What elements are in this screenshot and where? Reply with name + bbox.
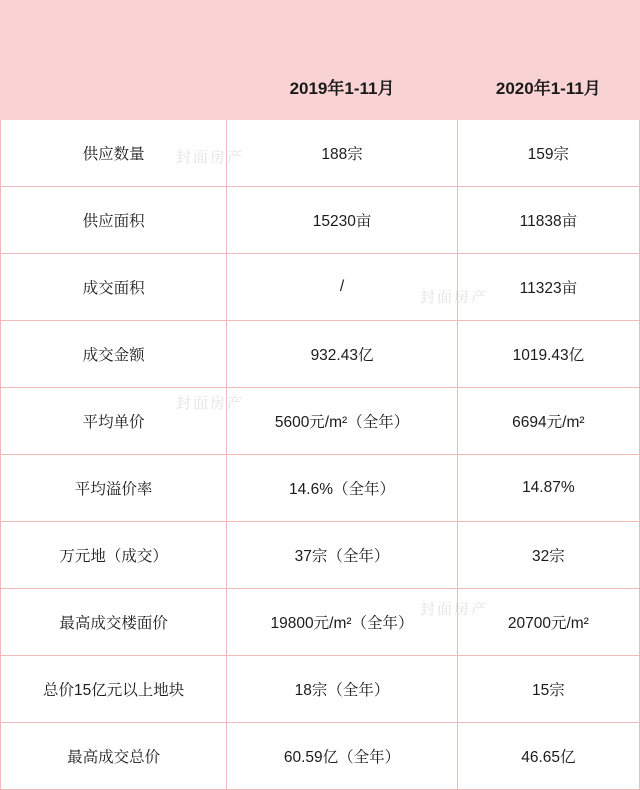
header-cell-2020: 2020年1-11月 xyxy=(457,1,639,120)
row-value-2019: 19800元/m²（全年） xyxy=(227,589,457,656)
row-value-2019: 37宗（全年） xyxy=(227,522,457,589)
row-value-2019: 60.59亿（全年） xyxy=(227,723,457,790)
watermark: 封面房产 xyxy=(176,149,245,166)
row-value-2020: 20700元/m² xyxy=(457,589,639,656)
row-label: 成交金额 xyxy=(1,321,227,388)
row-value-2020: 11323亩 xyxy=(457,254,639,321)
row-label: 万元地（成交） xyxy=(1,522,227,589)
table-row xyxy=(1,589,640,656)
table-row xyxy=(1,254,640,321)
row-value-2019: 18宗（全年） xyxy=(227,656,457,723)
row-value-2020: 11838亩 xyxy=(457,187,639,254)
table-row xyxy=(1,321,640,388)
row-value-2019: 5600元/m²（全年） xyxy=(227,388,457,455)
watermark: 封面房产 xyxy=(176,395,245,412)
row-label: 供应面积 xyxy=(1,187,227,254)
row-value-2020: 6694元/m² xyxy=(457,388,639,455)
row-value-2020: 14.87% xyxy=(457,455,639,522)
table-row xyxy=(1,388,640,455)
row-label: 最高成交总价 xyxy=(1,723,227,790)
table-row xyxy=(1,455,640,522)
table-row xyxy=(1,120,640,187)
row-value-2020: 159宗 xyxy=(457,120,639,187)
header-cell-2019: 2019年1-11月 xyxy=(227,1,457,120)
row-value-2020: 1019.43亿 xyxy=(457,321,639,388)
row-label: 平均单价 xyxy=(1,388,227,455)
row-label: 总价15亿元以上地块 xyxy=(1,656,227,723)
table-row xyxy=(1,723,640,790)
header-cell-corner xyxy=(1,1,227,120)
table-row xyxy=(1,187,640,254)
row-label: 平均溢价率 xyxy=(1,455,227,522)
row-value-2019: / xyxy=(227,254,457,321)
row-label: 最高成交楼面价 xyxy=(1,589,227,656)
row-value-2020: 15宗 xyxy=(457,656,639,723)
row-label: 成交面积 xyxy=(1,254,227,321)
table-row xyxy=(1,656,640,723)
table-row xyxy=(1,522,640,589)
watermark: 封面房产 xyxy=(420,601,489,618)
row-value-2019: 932.43亿 xyxy=(227,321,457,388)
row-value-2020: 32宗 xyxy=(457,522,639,589)
row-value-2019: 15230亩 xyxy=(227,187,457,254)
row-value-2020: 46.65亿 xyxy=(457,723,639,790)
table-header-row xyxy=(1,1,640,120)
row-value-2019: 188宗 xyxy=(227,120,457,187)
row-value-2019: 14.6%（全年） xyxy=(227,455,457,522)
row-label: 供应数量 xyxy=(1,120,227,187)
watermark: 封面房产 xyxy=(420,289,489,306)
